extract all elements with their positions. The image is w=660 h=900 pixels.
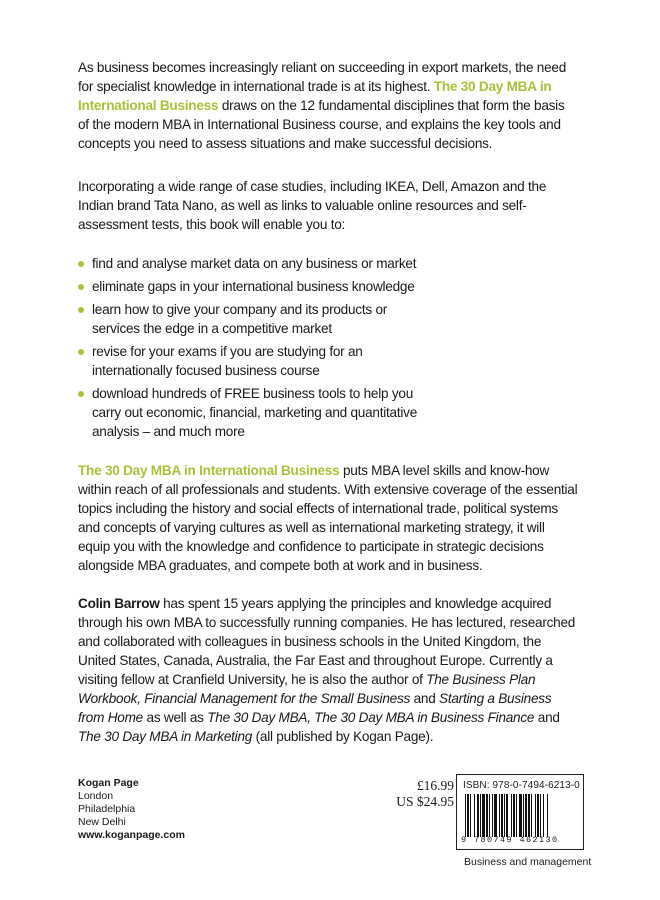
barcode-bar bbox=[511, 794, 512, 837]
barcode-bar bbox=[528, 794, 530, 837]
barcode-bar bbox=[494, 794, 497, 837]
barcode-bar bbox=[477, 794, 479, 837]
barcode-bar bbox=[543, 794, 544, 837]
bullet-dot-icon bbox=[78, 349, 84, 355]
barcode-bar bbox=[470, 794, 471, 837]
barcode-bar bbox=[501, 794, 503, 837]
summary-paragraph: The 30 Day MBA in International Business puts MBA level skills and know-how within reach of all professionals and students. With extensive coverage of the essential topics including the history and social effects of international trade, political systems and concepts of varying cultures as well as international marketing strategy, it will equip you with the knowledge and confidence to participate in strategic decisions alongside MBA graduates, and compete both at work and in business. bbox=[78, 463, 578, 573]
bullet-dot-icon bbox=[78, 307, 84, 313]
barcode-bar bbox=[523, 794, 524, 837]
case-studies-paragraph: Incorporating a wide range of case studies, including IKEA, Dell, Amazon and the Indian brand Tata Nano, as well as links to valuable online resources and self-assessment tests, this book will enable you to: bbox=[78, 179, 547, 232]
intro-paragraph: As business becomes increasingly reliant on succeeding in export markets, the need for specialist knowledge in international trade is at its highest. The 30 Day MBA in International Business draws on the 12 fundamental disciplines that form the basis of the modern MBA in International Business course, and explains the key tools and concepts you need to assess situations and make successful decisions. bbox=[78, 60, 567, 151]
back-cover-body bbox=[78, 58, 578, 746]
barcode-bar bbox=[492, 794, 493, 837]
bullet-dot-icon bbox=[78, 284, 84, 290]
publisher-url: www.koganpage.com bbox=[78, 829, 185, 841]
barcode-bar bbox=[535, 794, 536, 837]
barcode-bar bbox=[480, 794, 481, 837]
bullet-dot-icon bbox=[78, 391, 84, 397]
barcode-bar bbox=[519, 794, 522, 837]
barcode-bar bbox=[499, 794, 500, 837]
bullet-dot-icon bbox=[78, 261, 84, 267]
price-block bbox=[386, 778, 454, 810]
barcode-bar bbox=[525, 794, 527, 837]
barcode-bar bbox=[467, 794, 469, 837]
barcode-bar bbox=[513, 794, 515, 837]
list-item: learn how to give your company and its products or services the edge in a competitive market bbox=[78, 300, 438, 338]
publisher-name: Kogan Page bbox=[78, 777, 139, 789]
isbn-label: ISBN: 978-0-7494-6213-0 bbox=[463, 780, 580, 791]
barcode-bar bbox=[540, 794, 541, 837]
barcode-bar bbox=[547, 794, 548, 837]
book-title-highlight: The 30 Day MBA in International Business bbox=[78, 463, 340, 478]
list-item: find and analyse market data on any business or market bbox=[78, 254, 438, 273]
barcode-bar bbox=[465, 794, 466, 837]
price-usd: US $24.95 bbox=[396, 794, 454, 809]
barcode-digits: 9 780749 462130 bbox=[461, 835, 559, 845]
list-item: revise for your exams if you are studying for an internationally focused business course bbox=[78, 342, 438, 380]
barcode-bar bbox=[506, 794, 508, 837]
list-item: download hundreds of FREE business tools to help you carry out economic, financial, marketing and quantitative analysis – and much more bbox=[78, 384, 438, 441]
barcode-bar bbox=[489, 794, 490, 837]
publisher-city: Philadelphia bbox=[78, 803, 136, 815]
price-gbp: £16.99 bbox=[416, 778, 454, 793]
list-item: eliminate gaps in your international business knowledge bbox=[78, 277, 438, 296]
barcode-bar bbox=[531, 794, 532, 837]
publisher-city: New Delhi bbox=[78, 816, 126, 828]
barcode-bar bbox=[537, 794, 539, 837]
author-bio: Colin Barrow has spent 15 years applying the principles and knowledge acquired through his own MBA to successfully running companies. He has lectured, researched and collaborated with colleagues in business schools in the United Kingdom, the United States, Canada, Australia, the Far East and throughout Europe. Currently a visiting fellow at Cranfield University, he is also the author of The Business Plan Workbook, Financial Management for the Small Business and Starting a Business from Home as well as The 30 Day MBA, The 30 Day MBA in Business Finance and The 30 Day MBA in Marketing (all published by Kogan Page). bbox=[78, 596, 576, 744]
publisher-block bbox=[78, 777, 185, 842]
barcode-box bbox=[456, 774, 584, 850]
barcode-bar bbox=[516, 794, 517, 837]
publisher-city: London bbox=[78, 790, 114, 802]
category-label: Business and management bbox=[464, 856, 592, 868]
book-title-highlight: The 30 Day MBA in International Business bbox=[78, 79, 552, 113]
barcode-bar bbox=[482, 794, 485, 837]
barcode-bar bbox=[504, 794, 505, 837]
barcode-bar bbox=[474, 794, 475, 837]
benefits-list bbox=[78, 254, 438, 441]
author-name: Colin Barrow bbox=[78, 596, 160, 611]
barcode-icon bbox=[465, 794, 577, 837]
barcode-bar bbox=[486, 794, 488, 837]
